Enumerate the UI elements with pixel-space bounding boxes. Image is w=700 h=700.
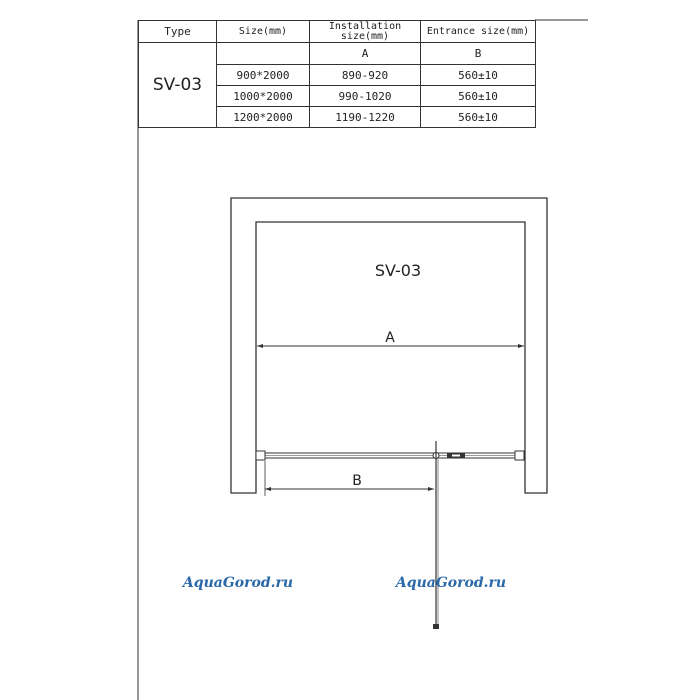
row-size: 1200*2000 (217, 107, 310, 128)
row-installation: 1190-1220 (310, 107, 421, 128)
right-wall-bracket (515, 451, 524, 460)
subheader-entrance: B (421, 43, 536, 65)
model-cell: SV-03 (139, 43, 217, 128)
row-installation: 990-1020 (310, 86, 421, 107)
diagram-model-label: SV-03 (374, 261, 422, 280)
door-leaf-end-cap (433, 624, 439, 629)
subheader-installation: A (310, 43, 421, 65)
row-entrance: 560±10 (421, 65, 536, 86)
row-entrance: 560±10 (421, 107, 536, 128)
left-wall-bracket (256, 451, 265, 460)
dimension-a (257, 330, 524, 348)
dimension-b-label: B (352, 473, 362, 489)
dimension-a-arrow-left (257, 344, 263, 348)
dimension-a-label: A (385, 330, 395, 346)
header-size: Size(mm) (217, 21, 310, 43)
dimension-b (265, 461, 434, 496)
header-entrance-size: Entrance size(mm) (421, 21, 536, 43)
dimension-b-arrow-left (265, 487, 271, 491)
door-rail (256, 451, 524, 460)
header-type: Type (139, 21, 217, 43)
row-installation: 890-920 (310, 65, 421, 86)
dimension-a-arrow-right (518, 344, 524, 348)
header-installation-size: Installation size(mm) (310, 21, 421, 43)
door-stopper-inner (452, 455, 460, 457)
door-leaf (433, 441, 439, 629)
row-size: 900*2000 (217, 65, 310, 86)
watermark-right: AquaGorod.ru (395, 575, 507, 591)
watermark-left: AquaGorod.ru (182, 575, 294, 591)
row-size: 1000*2000 (217, 86, 310, 107)
row-entrance: 560±10 (421, 86, 536, 107)
dimension-b-arrow-right (428, 487, 434, 491)
